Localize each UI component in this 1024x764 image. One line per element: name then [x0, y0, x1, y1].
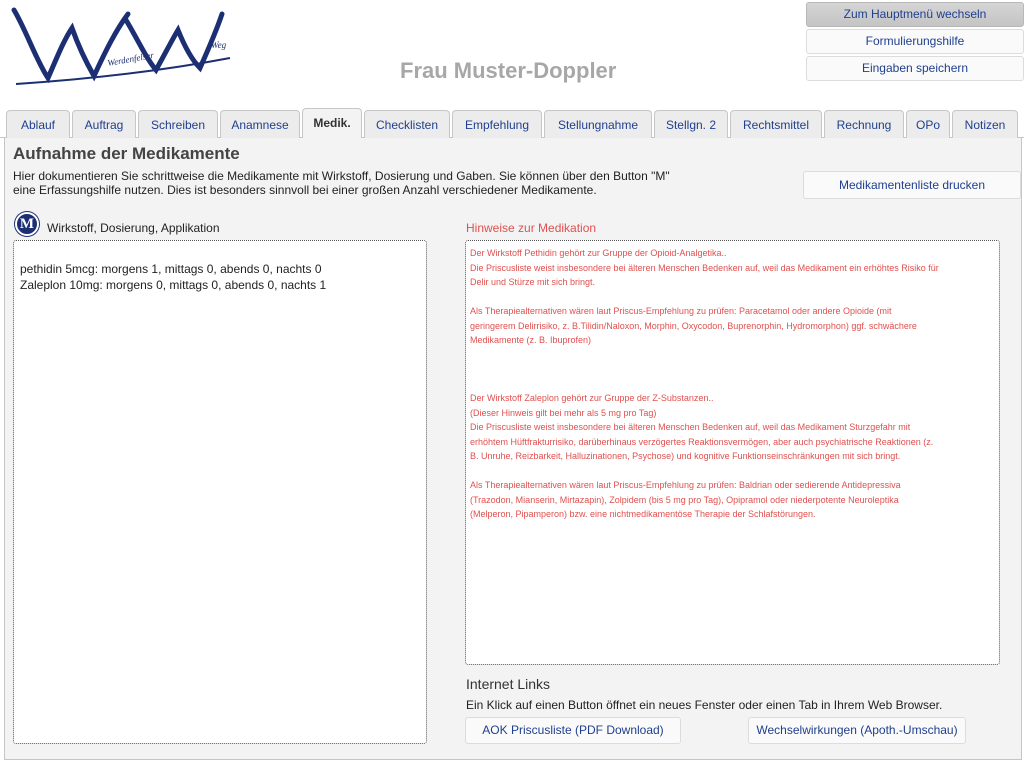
tab-stellgn-2[interactable]: Stellgn. 2 [654, 110, 728, 139]
panel-intro [13, 169, 713, 197]
tab-empfehlung[interactable]: Empfehlung [452, 110, 542, 139]
hint-line: Der Wirkstoff Zaleplon gehört zur Gruppe der Z-Substanzen.. [470, 393, 714, 403]
medication-panel [4, 138, 1022, 760]
hint-line: Delir und Stürze mit sich bringt. [470, 277, 596, 287]
svg-text:Werdenfelser: Werdenfelser [106, 49, 155, 68]
hint-line: B. Unruhe, Reizbarkeit, Halluzinationen, Psychose) und kognitive Funktionseinschränkungen mit sich bringt. [470, 451, 901, 461]
hint-line [470, 290, 995, 305]
panel-intro-line-1: Hier dokumentieren Sie schrittweise die Medikamente mit Wirkstoff, Dosierung und Gaben. Sie können über den Button "M" [13, 169, 670, 183]
panel-intro-line-2: eine Erfassungshilfe nutzen. Dies ist besonders sinnvoll bei einer großen Anzahl verschiedener Medikamente. [13, 183, 597, 197]
hint-line: Die Priscusliste weist insbesondere bei älteren Menschen Bedenken auf, weil das Medikament Sturzgefahr mit [470, 422, 911, 432]
tab-schreiben[interactable]: Schreiben [138, 110, 218, 139]
tab-medik[interactable]: Medik. [302, 108, 362, 139]
medication-list-label: Wirkstoff, Dosierung, Applikation [47, 221, 220, 235]
hint-line: Die Priscusliste weist insbesondere bei älteren Menschen Bedenken auf, weil das Medikament ein erhöhtes Risiko für [470, 262, 939, 273]
tab-auftrag[interactable]: Auftrag [72, 110, 136, 139]
save-inputs-button[interactable]: Eingaben speichern [806, 56, 1024, 81]
tab-opo[interactable]: OPo [906, 110, 950, 139]
hint-line: Als Therapiealternativen wären laut Priscus-Empfehlung zu prüfen: Paracetamol oder andere Opioide (mit [470, 306, 892, 316]
tab-checklisten[interactable]: Checklisten [364, 110, 450, 139]
medication-helper-m-icon[interactable]: M [15, 212, 39, 236]
hint-line [470, 377, 995, 392]
hint-line: (Dieser Hinweis gilt bei mehr als 5 mg pro Tag) [470, 407, 657, 418]
medication-hints-box[interactable] [465, 240, 1000, 665]
hint-line [470, 362, 995, 377]
medication-entry: Zaleplon 10mg: morgens 0, mittags 0, abends 0, nachts 1 [20, 278, 327, 292]
internet-links-title: Internet Links [466, 676, 551, 692]
hint-line [470, 348, 995, 363]
svg-text:Weg: Weg [211, 40, 227, 50]
hint-line: Der Wirkstoff Pethidin gehört zur Gruppe der Opioid-Analgetika.. [470, 248, 727, 258]
panel-title: Aufnahme der Medikamente [13, 144, 240, 163]
formulation-help-button[interactable]: Formulierungshilfe [806, 29, 1024, 54]
internet-links-description: Ein Klick auf einen Button öffnet ein neues Fenster oder einen Tab in Ihrem Web Browser. [466, 698, 943, 712]
aok-priscus-list-button[interactable]: AOK Priscusliste (PDF Download) [465, 717, 681, 744]
tab-notizen[interactable]: Notizen [952, 110, 1018, 139]
tab-bar [0, 108, 1024, 138]
hint-line: (Melperon, Pipamperon) bzw. eine nichtmedikamentöse Therapie der Schlafstörungen. [470, 509, 816, 519]
medication-entry: pethidin 5mcg: morgens 1, mittags 0, abends 0, nachts 0 [20, 262, 322, 276]
medication-hints-label: Hinweise zur Medikation [466, 221, 597, 235]
hint-line: (Trazodon, Mianserin, Mirtazapin), Zolpidem (bis 5 mg pro Tag), Opipramol oder niederpotente Neuroleptika [470, 494, 899, 505]
patient-name: Frau Muster-Doppler [400, 58, 617, 83]
hint-line [470, 464, 995, 479]
tab-rechtsmittel[interactable]: Rechtsmittel [730, 110, 822, 139]
drug-interactions-button[interactable]: Wechselwirkungen (Apoth.-Umschau) [748, 717, 966, 744]
hint-line: Medikamente (z. B. Ibuprofen) [470, 335, 592, 345]
medication-list-textarea[interactable] [13, 240, 427, 744]
tab-anamnese[interactable]: Anamnese [220, 110, 300, 139]
werdenfelser-weg-logo [6, 0, 236, 92]
hint-line: erhöhtem Hüftfrakturrisiko, darüberhinaus verzögertes Reaktionsvermögen, aber auch psychiatrische Reaktionen (z. [470, 436, 934, 447]
print-medication-list-button[interactable]: Medikamentenliste drucken [803, 171, 1021, 199]
top-button-group [806, 2, 1024, 83]
main-menu-button[interactable]: Zum Hauptmenü wechseln [806, 2, 1024, 27]
tab-stellungnahme[interactable]: Stellungnahme [544, 110, 652, 139]
hint-line: Als Therapiealternativen wären laut Priscus-Empfehlung zu prüfen: Baldrian oder sedierende Antidepressiva [470, 480, 901, 490]
tab-rechnung[interactable]: Rechnung [824, 110, 904, 139]
tab-ablauf[interactable]: Ablauf [6, 110, 70, 139]
hint-line: geringerem Delirrisiko, z. B.Tilidin/Naloxon, Morphin, Oxycodon, Buprenorphin, Hydromorphon) ggf. schwächere [470, 320, 917, 331]
